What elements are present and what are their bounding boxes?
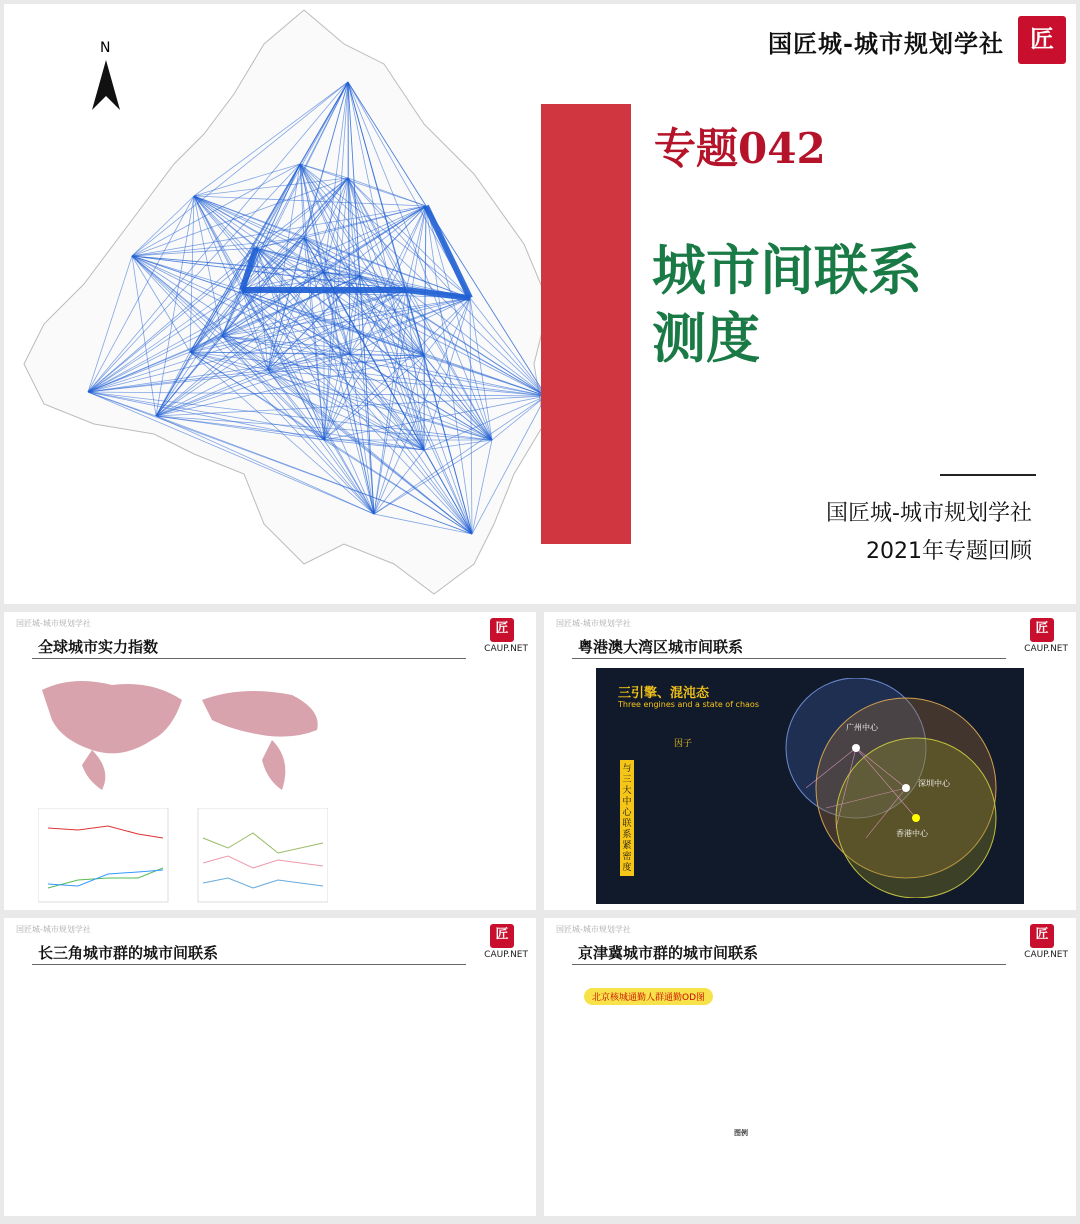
card-title: 长三角城市群的城市间联系: [38, 944, 219, 962]
card-bth[interactable]: [544, 918, 1076, 1216]
caup-label: CAUP.NET: [1024, 950, 1068, 960]
legend: [734, 1128, 748, 1140]
caup-logo: 匠: [490, 618, 514, 642]
caup-label: CAUP.NET: [484, 950, 528, 960]
trend-lines-thumbnail: [38, 808, 328, 904]
figure-title: 三引擎、混沌态: [618, 686, 710, 701]
title-rule: [32, 964, 466, 965]
brand-logo: 匠: [1018, 16, 1066, 64]
od-network-thumbnail: [584, 1008, 734, 1208]
subtitle-year: 2021年专题回顾: [866, 539, 1032, 564]
caup-label: CAUP.NET: [484, 644, 528, 654]
center-hongkong: 香港中心: [896, 829, 928, 838]
world-map-thumbnail: [32, 670, 332, 800]
main-title: [652, 236, 922, 372]
od-label: 北京核城通勤人群通勤OD图: [584, 988, 713, 1005]
title-rule: [32, 658, 466, 659]
caup-label: CAUP.NET: [1024, 644, 1068, 654]
watermark: 国匠城-城市规划学社: [556, 925, 631, 934]
caup-logo: 匠: [490, 924, 514, 948]
card-gba[interactable]: [544, 612, 1076, 910]
card-title: 京津冀城市群的城市间联系: [578, 944, 759, 962]
center-shenzhen: 深圳中心: [918, 779, 950, 788]
factor-label: 因子: [674, 739, 693, 749]
svg-text:N: N: [100, 40, 111, 56]
vertical-label: 与三大中心联系紧密度: [620, 760, 634, 876]
map-grid-thumbnail: [814, 976, 1064, 1212]
hero-panel: [4, 4, 1076, 604]
brand-name: 国匠城-城市规划学社: [768, 29, 1004, 58]
caup-logo: 匠: [1030, 618, 1054, 642]
title-line-2: 测度: [652, 306, 760, 370]
divider: [940, 474, 1036, 476]
card-title: 全球城市实力指数: [38, 638, 159, 656]
gba-figure: [596, 668, 1024, 904]
card-yrd[interactable]: [4, 918, 536, 1216]
card-global-cities[interactable]: [4, 612, 536, 910]
watermark: 国匠城-城市规划学社: [16, 925, 91, 934]
network-map: [4, 4, 564, 604]
caup-logo: 匠: [1030, 924, 1054, 948]
title-rule: [572, 964, 1006, 965]
north-arrow: [92, 40, 120, 110]
ranking-bars-thumbnail: [344, 668, 474, 904]
red-accent-bar: [541, 104, 631, 544]
title-rule: [572, 658, 1006, 659]
legend-title: 图例: [734, 1129, 748, 1137]
watermark: 国匠城-城市规划学社: [16, 619, 91, 628]
subtitle-org: 国匠城-城市规划学社: [826, 501, 1032, 526]
watermark: 国匠城-城市规划学社: [556, 619, 631, 628]
card-title: 粤港澳大湾区城市间联系: [578, 638, 744, 656]
chord-diagrams-thumbnail: [24, 978, 514, 1208]
center-guangzhou: 广州中心: [846, 723, 878, 732]
title-line-1: 城市间联系: [652, 238, 922, 302]
figure-subtitle: Three engines and a state of chaos: [618, 700, 759, 709]
topic-number: 专题042: [654, 124, 826, 173]
gba-circles: [776, 678, 1016, 898]
